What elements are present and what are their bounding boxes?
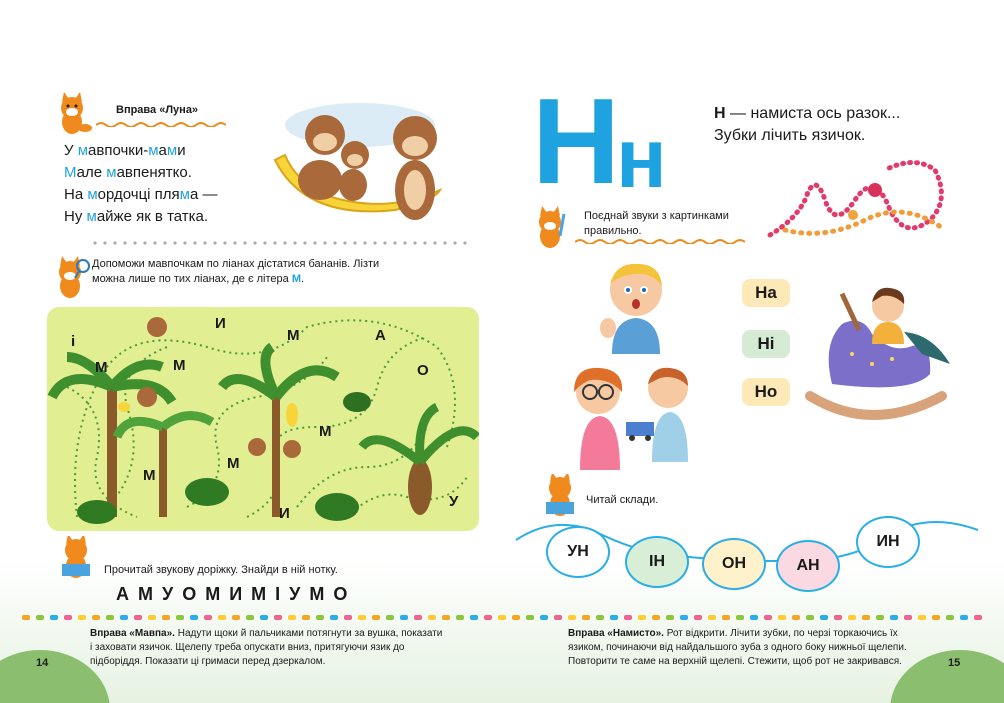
- divider-dot: [806, 615, 814, 620]
- syllable-card[interactable]: Ні: [742, 330, 790, 358]
- divider-dot: [736, 615, 744, 620]
- syllable-oval[interactable]: ИН: [856, 516, 920, 568]
- big-letter-lower: н: [616, 111, 667, 205]
- poem-bold-letter: Н: [714, 105, 726, 122]
- poem-line: [64, 140, 284, 162]
- divider-dot: [218, 615, 226, 620]
- divider-dot: [540, 615, 548, 620]
- maze-letter[interactable]: і: [71, 333, 76, 350]
- fox-magnifier-icon: [50, 256, 90, 300]
- sound-instruction: Прочитай звукову доріжку. Знайди в ній нотку.: [104, 564, 338, 576]
- footer-left: [90, 627, 446, 669]
- maze-instruction-line1: Допоможи мавпочкам по ліанах дістатися бананів. Лізти: [92, 258, 380, 270]
- maze-letter[interactable]: И: [215, 315, 226, 332]
- maze-letter[interactable]: И: [279, 505, 290, 522]
- maze-letter[interactable]: М: [143, 467, 156, 484]
- divider-dot: [470, 615, 478, 620]
- divider-dot: [512, 615, 520, 620]
- right-poem-line2: Зубки лічить язичок.: [714, 127, 866, 144]
- maze-letter[interactable]: М: [287, 327, 300, 344]
- divider-dot: [22, 615, 30, 620]
- divider-dot: [204, 615, 212, 620]
- footer-right-title: Вправа «Намисто».: [568, 628, 664, 639]
- syllable-oval[interactable]: ОН: [702, 538, 766, 590]
- divider-dot: [176, 615, 184, 620]
- divider-dot: [554, 615, 562, 620]
- divider-dot: [288, 615, 296, 620]
- maze-letter[interactable]: М: [227, 455, 240, 472]
- orange-wave-divider: [575, 238, 745, 244]
- poem-text: ордочці пля: [97, 186, 180, 203]
- divider-dot: [148, 615, 156, 620]
- right-poem-line1: [714, 103, 900, 125]
- divider-dot: [36, 615, 44, 620]
- divider-dot: [134, 615, 142, 620]
- page-number-left: 14: [36, 657, 49, 669]
- divider-dot: [106, 615, 114, 620]
- divider-dot: [232, 615, 240, 620]
- footer-left-title: Вправа «Мавпа».: [90, 628, 175, 639]
- girl-boy-train-illustration: [560, 362, 700, 470]
- maze-letter[interactable]: О: [417, 362, 429, 379]
- fox-reading-icon: [56, 536, 96, 580]
- poem-highlight-letter: м: [179, 186, 190, 203]
- fox-mascot-icon: [52, 92, 92, 136]
- maze-instruction: [92, 257, 422, 287]
- divider-dot: [442, 615, 450, 620]
- boy-surprised-illustration: [598, 258, 670, 354]
- syllable-card[interactable]: Но: [742, 378, 790, 406]
- divider-dot: [610, 615, 618, 620]
- divider-dot: [78, 615, 86, 620]
- divider-dot: [848, 615, 856, 620]
- divider-dot: [190, 615, 198, 620]
- maze-letter[interactable]: М: [95, 359, 108, 376]
- divider-dot: [974, 615, 982, 620]
- poem-text: але: [76, 164, 107, 181]
- poem-highlight-letter: М: [64, 164, 77, 181]
- poem-highlight-letter: м: [87, 186, 98, 203]
- divider-dot: [764, 615, 772, 620]
- poem-text: а: [158, 142, 167, 159]
- poem-highlight-letter: м: [77, 142, 89, 159]
- maze-paths: [47, 307, 479, 531]
- divider-dot: [792, 615, 800, 620]
- divider-dot: [876, 615, 884, 620]
- divider-dot: [722, 615, 730, 620]
- divider-dot: [526, 615, 534, 620]
- maze-letter[interactable]: М: [173, 357, 186, 374]
- poem-line: [64, 184, 284, 206]
- dotted-divider: [90, 240, 470, 246]
- divider-dot: [484, 615, 492, 620]
- maze-letter[interactable]: М: [319, 423, 332, 440]
- divider-dot: [358, 615, 366, 620]
- poem-highlight-letter: м: [86, 208, 97, 225]
- divider-dot: [120, 615, 128, 620]
- divider-dot: [92, 615, 100, 620]
- poem-line: [64, 206, 284, 228]
- divider-dot: [582, 615, 590, 620]
- syllable-card[interactable]: На: [742, 279, 790, 307]
- divider-dot: [162, 615, 170, 620]
- read-instruction: Читай склади.: [586, 494, 659, 506]
- poem-highlight-letter: м: [106, 164, 117, 181]
- syllable-oval[interactable]: ІН: [625, 536, 689, 588]
- palm-trees: [52, 347, 477, 524]
- footer-left-text: Надути щоки й пальчиками потягнути за вушка, показати і заховати язичок. Щелепу треба опускати вниз, притягуючи язик до підборіддя. Показати ці гримаси перед дзеркалом.: [90, 628, 443, 667]
- divider-dot: [932, 615, 940, 620]
- divider-dot: [960, 615, 968, 620]
- divider-dot: [498, 615, 506, 620]
- match-instruction: Поєднай звуки з картинками правильно.: [584, 210, 729, 237]
- divider-dot: [666, 615, 674, 620]
- poem-text: авпочки-: [88, 142, 149, 159]
- boy-rocking-horse-illustration: [802, 284, 952, 432]
- divider-dot: [750, 615, 758, 620]
- divider-dot: [568, 615, 576, 620]
- divider-dot: [708, 615, 716, 620]
- divider-dot: [246, 615, 254, 620]
- orange-wave-divider: [96, 121, 226, 127]
- right-poem: [714, 103, 900, 147]
- divider-dot: [904, 615, 912, 620]
- divider-dot: [946, 615, 954, 620]
- poem-text: авпенятко.: [116, 164, 192, 181]
- divider-dot: [50, 615, 58, 620]
- colored-dot-divider: [18, 614, 986, 620]
- poem-line1-text: — намиста ось разок...: [725, 105, 901, 122]
- page-number-right: 15: [948, 657, 961, 669]
- liana-maze: [47, 307, 479, 531]
- divider-dot: [862, 615, 870, 620]
- divider-dot: [820, 615, 828, 620]
- divider-dot: [638, 615, 646, 620]
- divider-dot: [918, 615, 926, 620]
- maze-instruction-text: можна лише по тих ліанах, де є літера: [92, 273, 292, 285]
- divider-dot: [260, 615, 268, 620]
- divider-dot: [414, 615, 422, 620]
- syllable-oval[interactable]: УН: [546, 526, 610, 578]
- fox-pencil-icon: [530, 206, 570, 250]
- monkey-poem: [64, 140, 284, 228]
- necklace-illustration: [765, 160, 955, 250]
- divider-dot: [316, 615, 324, 620]
- maze-letter[interactable]: У: [449, 493, 459, 510]
- divider-dot: [274, 615, 282, 620]
- divider-dot: [890, 615, 898, 620]
- poem-line: [64, 162, 284, 184]
- divider-dot: [778, 615, 786, 620]
- divider-dot: [596, 615, 604, 620]
- maze-letter[interactable]: А: [375, 327, 386, 344]
- monkeys-banana-illustration: [265, 100, 470, 240]
- divider-dot: [456, 615, 464, 620]
- poem-text: а —: [189, 186, 218, 203]
- maze-instruction-period: .: [301, 273, 305, 285]
- divider-dot: [330, 615, 338, 620]
- divider-dot: [302, 615, 310, 620]
- divider-dot: [400, 615, 408, 620]
- poem-highlight-letter: м: [166, 142, 178, 159]
- poem-highlight-letter: м: [148, 142, 159, 159]
- footer-right-text: Рот відкрити. Лічити зубки, по черзі торкаючись їх язиком, починаючи від найдальшого зуба з одного боку нижньої щелепи. Повторити те саме на верхній щелепі. Стежити, щоб рот не закривався.: [568, 628, 907, 667]
- divider-dot: [834, 615, 842, 620]
- divider-dot: [386, 615, 394, 620]
- divider-dot: [680, 615, 688, 620]
- sound-track: А М У О М И М І У М О: [116, 584, 350, 604]
- maze-instruction-line2: [92, 272, 422, 287]
- poem-text: На: [64, 186, 88, 203]
- divider-dot: [372, 615, 380, 620]
- divider-dot: [694, 615, 702, 620]
- poem-text: айже як в татка.: [96, 208, 209, 225]
- divider-dot: [624, 615, 632, 620]
- big-letter-upper: Н: [532, 73, 621, 209]
- poem-text: Ну: [64, 208, 87, 225]
- poem-text: и: [177, 142, 186, 159]
- footer-right: [568, 627, 932, 669]
- exercise-title: Вправа «Луна»: [116, 104, 199, 116]
- divider-dot: [428, 615, 436, 620]
- divider-dot: [64, 615, 72, 620]
- syllable-oval[interactable]: АН: [776, 540, 840, 592]
- divider-dot: [344, 615, 352, 620]
- poem-text: У: [64, 142, 78, 159]
- maze-instruction-letter: М: [291, 273, 301, 285]
- divider-dot: [652, 615, 660, 620]
